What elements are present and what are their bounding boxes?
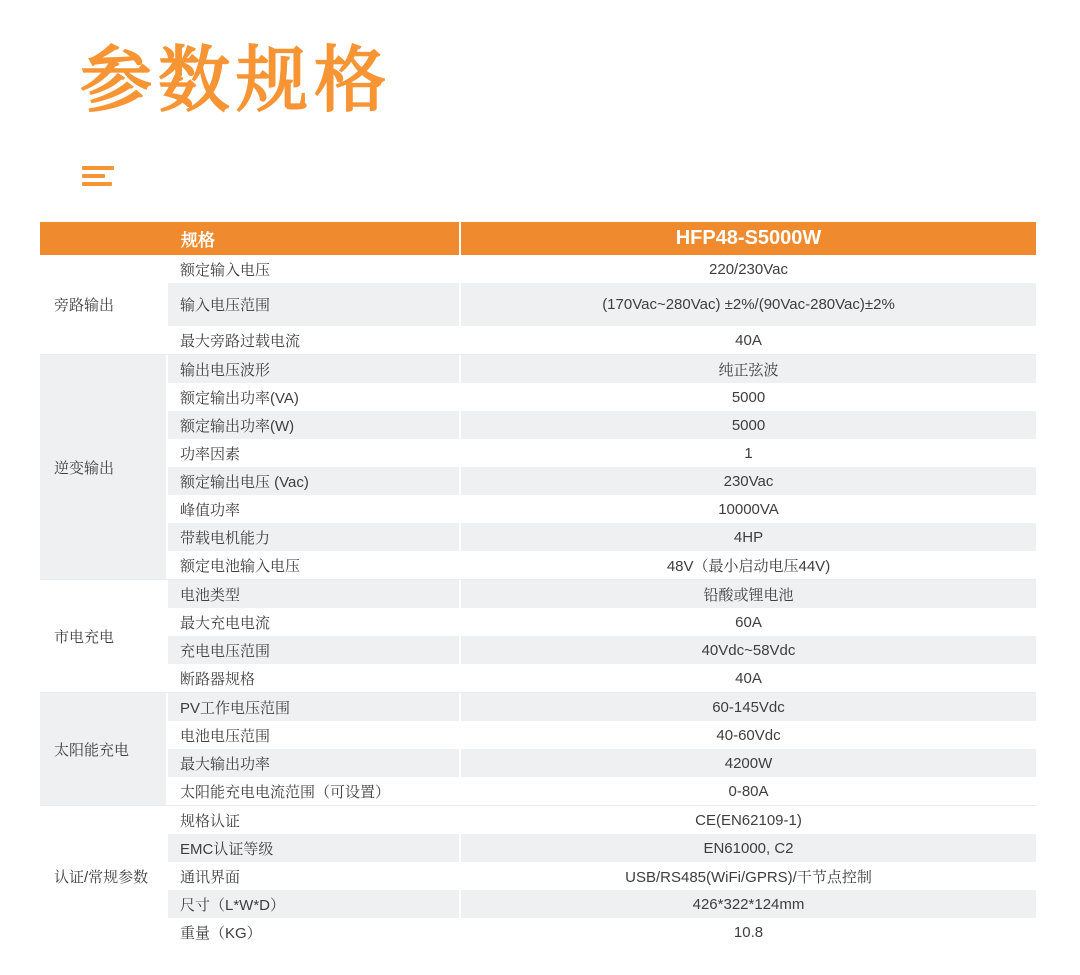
param-value-cell: 1	[461, 439, 1036, 467]
param-name-cell: 输出电压波形	[168, 355, 459, 383]
param-name-cell: 尺寸（L*W*D）	[168, 890, 459, 918]
param-value-cell: CE(EN62109-1)	[461, 806, 1036, 834]
param-value-cell: 4HP	[461, 523, 1036, 551]
table-row	[168, 890, 1036, 918]
table-row	[168, 495, 1036, 523]
param-name-cell: 额定输出功率(VA)	[168, 383, 459, 411]
table-row	[168, 721, 1036, 749]
param-name-cell: 额定电池输入电压	[168, 551, 459, 579]
category-cell: 逆变输出	[40, 355, 166, 579]
group-rows	[168, 806, 1036, 946]
param-name-cell: 额定输出电压 (Vac)	[168, 467, 459, 495]
three-lines-icon-bar	[82, 182, 112, 186]
table-row	[168, 411, 1036, 439]
category-cell: 市电充电	[40, 580, 166, 692]
param-name-cell: 输入电压范围	[168, 283, 459, 326]
three-lines-icon	[82, 166, 122, 186]
page-title: 参数规格	[80, 41, 393, 121]
param-name-cell: PV工作电压范围	[168, 693, 459, 721]
spec-table-body	[40, 255, 1036, 946]
table-row	[168, 551, 1036, 579]
param-name-cell: 额定输出功率(W)	[168, 411, 459, 439]
table-row	[168, 806, 1036, 834]
table-group	[40, 692, 1036, 805]
param-name-cell: 最大输出功率	[168, 749, 459, 777]
spec-table	[40, 222, 1036, 946]
category-cell: 旁路输出	[40, 255, 166, 354]
table-row	[168, 355, 1036, 383]
param-name-cell: 断路器规格	[168, 664, 459, 692]
category-cell: 认证/常规参数	[40, 806, 166, 946]
param-name-cell: 充电电压范围	[168, 636, 459, 664]
table-row	[168, 467, 1036, 495]
header-spec-label: 规格	[40, 222, 459, 255]
param-name-cell: 额定输入电压	[168, 255, 459, 283]
param-value-cell: 5000	[461, 383, 1036, 411]
param-value-cell: 0-80A	[461, 777, 1036, 805]
param-name-cell: 最大充电电流	[168, 608, 459, 636]
param-name-cell: EMC认证等级	[168, 834, 459, 862]
group-rows	[168, 255, 1036, 354]
param-name-cell: 带载电机能力	[168, 523, 459, 551]
param-value-cell: 40Vdc~58Vdc	[461, 636, 1036, 664]
param-value-cell: 5000	[461, 411, 1036, 439]
table-row	[168, 777, 1036, 805]
group-rows	[168, 580, 1036, 692]
table-group	[40, 579, 1036, 692]
group-rows	[168, 355, 1036, 579]
table-row	[168, 636, 1036, 664]
group-rows	[168, 693, 1036, 805]
param-name-cell: 太阳能充电电流范围（可设置）	[168, 777, 459, 805]
param-value-cell: 4200W	[461, 749, 1036, 777]
param-value-cell: 60A	[461, 608, 1036, 636]
table-row	[168, 283, 1036, 326]
table-row	[168, 326, 1036, 354]
param-value-cell: 40-60Vdc	[461, 721, 1036, 749]
three-lines-icon-bar	[82, 166, 114, 170]
table-row	[168, 523, 1036, 551]
param-name-cell: 规格认证	[168, 806, 459, 834]
param-name-cell: 功率因素	[168, 439, 459, 467]
header-model-label: HFP48-S5000W	[461, 222, 1036, 255]
table-row	[168, 439, 1036, 467]
param-value-cell: 纯正弦波	[461, 355, 1036, 383]
category-cell: 太阳能充电	[40, 693, 166, 805]
param-value-cell: 10.8	[461, 918, 1036, 946]
spec-table-header	[40, 222, 1036, 255]
param-name-cell: 最大旁路过载电流	[168, 326, 459, 354]
param-name-cell: 通讯界面	[168, 862, 459, 890]
table-row	[168, 834, 1036, 862]
table-row	[168, 693, 1036, 721]
table-group	[40, 354, 1036, 579]
param-value-cell: 48V（最小启动电压44V)	[461, 551, 1036, 579]
param-value-cell: 40A	[461, 326, 1036, 354]
param-value-cell: 426*322*124mm	[461, 890, 1036, 918]
three-lines-icon-bar	[82, 174, 105, 178]
table-row	[168, 255, 1036, 283]
table-row	[168, 918, 1036, 946]
param-value-cell: 40A	[461, 664, 1036, 692]
param-name-cell: 峰值功率	[168, 495, 459, 523]
table-row	[168, 608, 1036, 636]
param-value-cell: 铅酸或锂电池	[461, 580, 1036, 608]
table-group	[40, 255, 1036, 354]
param-value-cell: 230Vac	[461, 467, 1036, 495]
table-row	[168, 749, 1036, 777]
param-value-cell: (170Vac~280Vac) ±2%/(90Vac-280Vac)±2%	[461, 283, 1036, 326]
table-row	[168, 664, 1036, 692]
param-value-cell: 10000VA	[461, 495, 1036, 523]
param-name-cell: 电池类型	[168, 580, 459, 608]
param-value-cell: USB/RS485(WiFi/GPRS)/干节点控制	[461, 862, 1036, 890]
param-value-cell: EN61000, C2	[461, 834, 1036, 862]
table-row	[168, 580, 1036, 608]
param-value-cell: 220/230Vac	[461, 255, 1036, 283]
table-group	[40, 805, 1036, 946]
table-row	[168, 862, 1036, 890]
param-name-cell: 电池电压范围	[168, 721, 459, 749]
table-row	[168, 383, 1036, 411]
param-value-cell: 60-145Vdc	[461, 693, 1036, 721]
param-name-cell: 重量（KG）	[168, 918, 459, 946]
